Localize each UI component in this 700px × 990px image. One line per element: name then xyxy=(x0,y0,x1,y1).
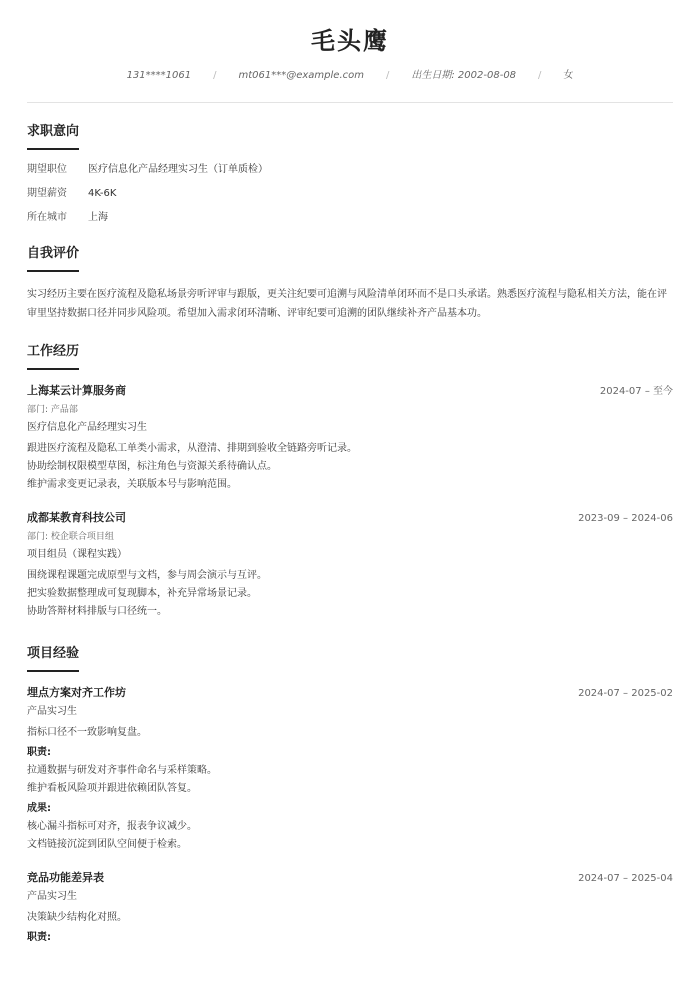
birth-date: 出生日期: 2002-08-08 xyxy=(411,70,517,81)
resume-header xyxy=(0,0,700,103)
contact-info-row xyxy=(0,68,700,84)
work-entry xyxy=(27,510,673,621)
duty-line: 维护看板风险项并跟进依赖团队答复。 xyxy=(27,783,197,794)
result-line: 核心漏斗指标可对齐，报表争议减少。 xyxy=(27,821,197,832)
project-entry xyxy=(27,870,673,947)
department: 部门: 产品部 xyxy=(27,405,78,415)
project-summary: 指标口径不一致影响复盘。 xyxy=(27,727,147,738)
separator: / xyxy=(538,70,542,81)
date-range: 2023-09 – 2024-06 xyxy=(578,513,673,524)
separator: / xyxy=(386,70,390,81)
results-label: 成果: xyxy=(27,803,51,814)
duties-label: 职责: xyxy=(27,747,51,758)
date-range: 2024-07 – 至今 xyxy=(599,386,673,397)
intent-label: 期望薪资 xyxy=(27,188,67,199)
section-title-intent: 求职意向 xyxy=(27,103,79,150)
date-range: 2024-07 – 2025-02 xyxy=(578,688,673,699)
job-intent-section xyxy=(27,103,673,225)
project-role: 产品实习生 xyxy=(27,706,77,717)
section-title-work: 工作经历 xyxy=(27,323,79,370)
work-detail-line: 维护需求变更记录表，关联版本号与影响范围。 xyxy=(27,479,237,490)
separator: / xyxy=(213,70,217,81)
project-name: 竞品功能差异表 xyxy=(27,871,104,884)
work-entry xyxy=(27,383,673,494)
intent-label: 期望职位 xyxy=(27,164,67,175)
intent-row-position xyxy=(27,163,673,177)
work-detail-line: 围绕课程课题完成原型与文档，参与周会演示与互评。 xyxy=(27,570,267,581)
date-range: 2024-07 – 2025-04 xyxy=(578,873,673,884)
section-title-self: 自我评价 xyxy=(27,225,79,272)
project-name: 埋点方案对齐工作坊 xyxy=(27,686,126,699)
work-detail-line: 协助绘制权限模型草图，标注角色与资源关系待确认点。 xyxy=(27,461,277,472)
email-address: mt061***@example.com xyxy=(238,70,364,81)
project-role: 产品实习生 xyxy=(27,891,77,902)
work-detail-line: 跟进医疗流程及隐私工单类小需求，从澄清、排期到验收全链路旁听记录。 xyxy=(27,443,357,454)
intent-row-city xyxy=(27,211,673,225)
project-summary: 决策缺少结构化对照。 xyxy=(27,912,127,923)
duties-label: 职责: xyxy=(27,932,51,943)
intent-value: 上海 xyxy=(88,212,108,223)
company-name: 成都某教育科技公司 xyxy=(27,511,126,524)
intent-row-salary xyxy=(27,187,673,201)
self-evaluation-section xyxy=(27,225,673,323)
work-experience-section xyxy=(27,323,673,621)
phone-number: 131****1061 xyxy=(126,70,192,81)
company-name: 上海某云计算服务商 xyxy=(27,384,126,397)
work-detail-line: 把实验数据整理成可复现脚本，补充异常场景记录。 xyxy=(27,588,257,599)
job-role: 项目组员（课程实践） xyxy=(27,549,127,560)
project-entry xyxy=(27,685,673,854)
work-detail-line: 协助答辩材料排版与口径统一。 xyxy=(27,606,167,617)
intent-label: 所在城市 xyxy=(27,212,67,223)
candidate-name: 毛头鹰 xyxy=(311,27,389,55)
section-title-projects: 项目经验 xyxy=(27,625,79,672)
gender: 女 xyxy=(563,70,574,81)
project-experience-section xyxy=(27,625,673,947)
self-evaluation-text: 实习经历主要在医疗流程及隐私场景旁听评审与跟版，更关注纪要可追溯与风险清单闭环而不是口头承诺。熟悉医疗流程与隐私相关方法，能在评审里坚持数据口径并同步风险项。希望加入需求闭环清晰、评审纪要可追溯的团队继续补齐产品基本功。 xyxy=(27,289,667,319)
job-role: 医疗信息化产品经理实习生 xyxy=(27,422,147,433)
duty-line: 拉通数据与研发对齐事件命名与采样策略。 xyxy=(27,765,217,776)
intent-value: 4K-6K xyxy=(88,188,117,199)
result-line: 文档链接沉淀到团队空间便于检索。 xyxy=(27,839,187,850)
department: 部门: 校企联合项目组 xyxy=(27,532,114,542)
intent-value: 医疗信息化产品经理实习生（订单质检） xyxy=(88,164,268,175)
